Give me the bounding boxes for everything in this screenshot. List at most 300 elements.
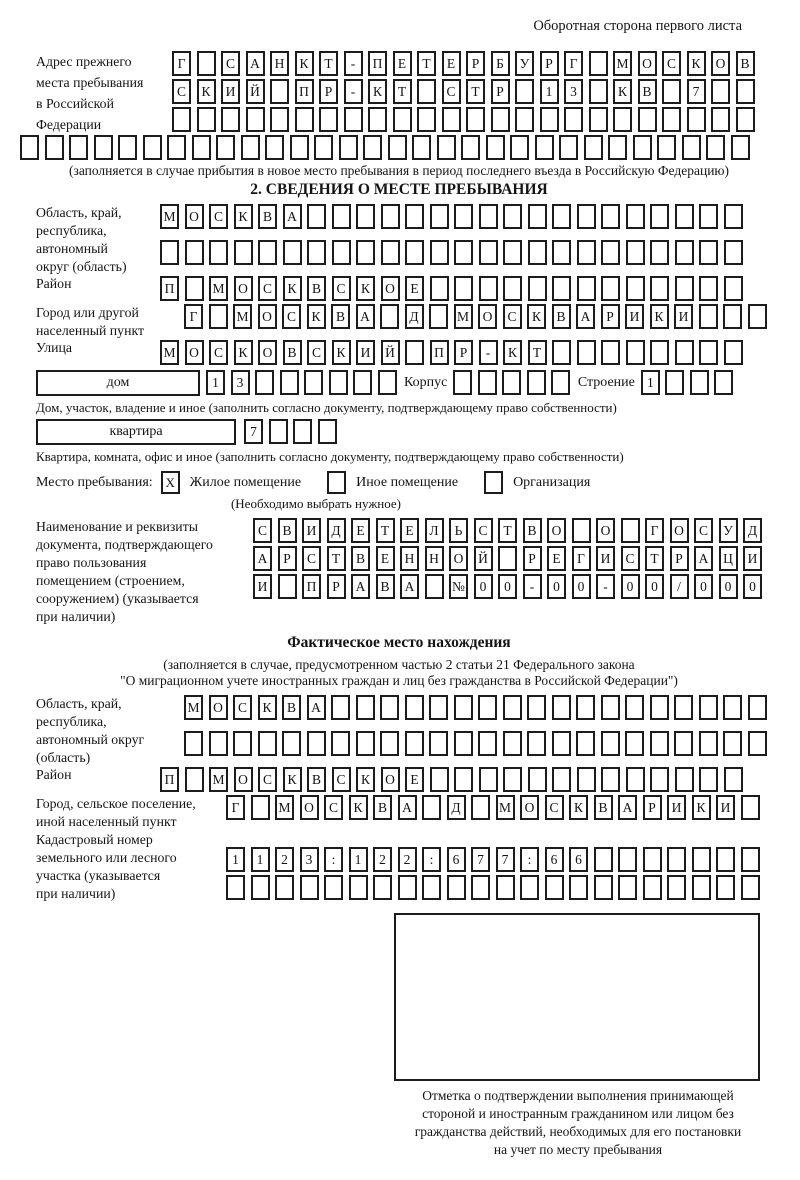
char-cell[interactable]: В	[552, 304, 571, 329]
char-cell[interactable]	[706, 135, 725, 160]
char-cell[interactable]: Р	[540, 51, 559, 76]
char-cell[interactable]: /	[670, 574, 689, 599]
char-cell[interactable]: Б	[491, 51, 510, 76]
char-cell[interactable]: 0	[498, 574, 517, 599]
char-cell[interactable]	[535, 135, 554, 160]
char-cell[interactable]: 0	[547, 574, 566, 599]
char-cell[interactable]	[246, 107, 265, 132]
char-cell[interactable]	[381, 204, 400, 229]
char-cell[interactable]: И	[221, 79, 240, 104]
char-cell[interactable]	[528, 204, 547, 229]
char-cell[interactable]: 2	[373, 847, 392, 872]
char-cell[interactable]: А	[400, 574, 419, 599]
char-cell[interactable]	[699, 304, 718, 329]
char-cell[interactable]: С	[221, 51, 240, 76]
char-cell[interactable]	[650, 695, 669, 720]
char-cell[interactable]	[378, 370, 397, 395]
char-cell[interactable]: С	[258, 767, 277, 792]
char-cell[interactable]: С	[172, 79, 191, 104]
char-cell[interactable]	[584, 135, 603, 160]
char-cell[interactable]: 2	[398, 847, 417, 872]
char-cell[interactable]	[577, 340, 596, 365]
char-cell[interactable]	[405, 340, 424, 365]
char-cell[interactable]: 1	[251, 847, 270, 872]
char-cell[interactable]	[461, 135, 480, 160]
char-cell[interactable]: 7	[471, 847, 490, 872]
char-cell[interactable]	[527, 370, 546, 395]
char-cell[interactable]	[502, 370, 521, 395]
char-cell[interactable]: М	[496, 795, 515, 820]
char-cell[interactable]	[503, 767, 522, 792]
char-cell[interactable]	[576, 731, 595, 756]
char-cell[interactable]	[429, 304, 448, 329]
char-cell[interactable]	[356, 240, 375, 265]
char-cell[interactable]: 0	[621, 574, 640, 599]
char-cell[interactable]	[625, 695, 644, 720]
char-cell[interactable]	[716, 847, 735, 872]
char-cell[interactable]: Р	[454, 340, 473, 365]
char-cell[interactable]	[692, 875, 711, 900]
char-cell[interactable]	[496, 875, 515, 900]
char-cell[interactable]	[295, 107, 314, 132]
char-cell[interactable]	[209, 731, 228, 756]
char-cell[interactable]: В	[351, 546, 370, 571]
char-cell[interactable]: Р	[278, 546, 297, 571]
char-cell[interactable]: М	[160, 340, 179, 365]
char-cell[interactable]: 7	[496, 847, 515, 872]
char-cell[interactable]	[69, 135, 88, 160]
char-cell[interactable]: 6	[569, 847, 588, 872]
char-cell[interactable]	[356, 204, 375, 229]
char-cell[interactable]	[515, 79, 534, 104]
char-cell[interactable]	[304, 370, 323, 395]
char-cell[interactable]	[503, 695, 522, 720]
char-cell[interactable]	[650, 340, 669, 365]
char-cell[interactable]: 6	[447, 847, 466, 872]
char-cell[interactable]	[471, 795, 490, 820]
char-cell[interactable]: К	[356, 276, 375, 301]
char-cell[interactable]: И	[302, 518, 321, 543]
char-cell[interactable]	[741, 875, 760, 900]
char-cell[interactable]: С	[332, 767, 351, 792]
char-cell[interactable]: М	[209, 276, 228, 301]
char-cell[interactable]: И	[625, 304, 644, 329]
char-cell[interactable]	[699, 240, 718, 265]
char-cell[interactable]	[552, 767, 571, 792]
char-cell[interactable]	[251, 795, 270, 820]
char-cell[interactable]: Р	[491, 79, 510, 104]
char-cell[interactable]	[552, 240, 571, 265]
char-cell[interactable]	[478, 695, 497, 720]
char-cell[interactable]: К	[258, 695, 277, 720]
char-cell[interactable]	[422, 795, 441, 820]
checkbox-other-premises[interactable]	[327, 471, 346, 494]
char-cell[interactable]	[429, 695, 448, 720]
char-cell[interactable]	[454, 731, 473, 756]
char-cell[interactable]: П	[160, 767, 179, 792]
char-cell[interactable]: -	[344, 79, 363, 104]
char-cell[interactable]	[216, 135, 235, 160]
char-cell[interactable]: 1	[540, 79, 559, 104]
char-cell[interactable]: В	[331, 304, 350, 329]
char-cell[interactable]: С	[282, 304, 301, 329]
char-cell[interactable]: 2	[275, 847, 294, 872]
char-cell[interactable]	[20, 135, 39, 160]
char-cell[interactable]	[479, 767, 498, 792]
char-cell[interactable]: Г	[564, 51, 583, 76]
char-cell[interactable]: О	[234, 276, 253, 301]
char-cell[interactable]: П	[295, 79, 314, 104]
char-cell[interactable]: П	[368, 51, 387, 76]
char-cell[interactable]: В	[278, 518, 297, 543]
char-cell[interactable]: В	[736, 51, 755, 76]
char-cell[interactable]	[564, 107, 583, 132]
char-cell[interactable]	[724, 240, 743, 265]
char-cell[interactable]	[282, 731, 301, 756]
char-cell[interactable]	[674, 731, 693, 756]
char-cell[interactable]	[626, 204, 645, 229]
char-cell[interactable]: К	[650, 304, 669, 329]
char-cell[interactable]	[626, 340, 645, 365]
char-cell[interactable]	[621, 518, 640, 543]
char-cell[interactable]	[447, 875, 466, 900]
char-cell[interactable]	[160, 240, 179, 265]
char-cell[interactable]	[388, 135, 407, 160]
char-cell[interactable]: К	[356, 767, 375, 792]
char-cell[interactable]	[657, 135, 676, 160]
char-cell[interactable]: К	[503, 340, 522, 365]
char-cell[interactable]: Т	[417, 51, 436, 76]
char-cell[interactable]	[332, 204, 351, 229]
char-cell[interactable]	[724, 276, 743, 301]
char-cell[interactable]	[412, 135, 431, 160]
char-cell[interactable]: М	[184, 695, 203, 720]
char-cell[interactable]	[437, 135, 456, 160]
char-cell[interactable]: Р	[670, 546, 689, 571]
char-cell[interactable]	[552, 204, 571, 229]
char-cell[interactable]: 1	[226, 847, 245, 872]
char-cell[interactable]	[662, 107, 681, 132]
char-cell[interactable]	[540, 107, 559, 132]
char-cell[interactable]	[503, 204, 522, 229]
char-cell[interactable]: Е	[393, 51, 412, 76]
char-cell[interactable]	[318, 419, 337, 444]
char-cell[interactable]	[300, 875, 319, 900]
char-cell[interactable]	[430, 240, 449, 265]
char-cell[interactable]: А	[351, 574, 370, 599]
char-cell[interactable]	[572, 518, 591, 543]
char-cell[interactable]	[723, 731, 742, 756]
char-cell[interactable]: И	[674, 304, 693, 329]
char-cell[interactable]: 7	[687, 79, 706, 104]
char-cell[interactable]	[265, 135, 284, 160]
char-cell[interactable]: А	[307, 695, 326, 720]
char-cell[interactable]	[643, 847, 662, 872]
char-cell[interactable]	[528, 276, 547, 301]
char-cell[interactable]	[185, 276, 204, 301]
char-cell[interactable]	[356, 731, 375, 756]
char-cell[interactable]: 0	[572, 574, 591, 599]
char-cell[interactable]	[373, 875, 392, 900]
char-cell[interactable]	[344, 107, 363, 132]
char-cell[interactable]	[577, 276, 596, 301]
char-cell[interactable]: Л	[425, 518, 444, 543]
char-cell[interactable]: О	[596, 518, 615, 543]
char-cell[interactable]	[723, 695, 742, 720]
char-cell[interactable]: А	[576, 304, 595, 329]
char-cell[interactable]	[662, 79, 681, 104]
char-cell[interactable]: К	[295, 51, 314, 76]
char-cell[interactable]	[234, 240, 253, 265]
char-cell[interactable]: Е	[400, 518, 419, 543]
char-cell[interactable]	[638, 107, 657, 132]
char-cell[interactable]: А	[246, 51, 265, 76]
char-cell[interactable]	[405, 204, 424, 229]
char-cell[interactable]: 0	[694, 574, 713, 599]
char-cell[interactable]: Ь	[449, 518, 468, 543]
char-cell[interactable]: П	[430, 340, 449, 365]
char-cell[interactable]	[724, 340, 743, 365]
char-cell[interactable]	[741, 795, 760, 820]
char-cell[interactable]: М	[275, 795, 294, 820]
char-cell[interactable]	[527, 731, 546, 756]
char-cell[interactable]	[608, 135, 627, 160]
char-cell[interactable]	[172, 107, 191, 132]
char-cell[interactable]	[748, 304, 767, 329]
char-cell[interactable]: И	[716, 795, 735, 820]
char-cell[interactable]	[650, 276, 669, 301]
char-cell[interactable]: С	[662, 51, 681, 76]
char-cell[interactable]: :	[422, 847, 441, 872]
char-cell[interactable]	[650, 240, 669, 265]
char-cell[interactable]: Й	[246, 79, 265, 104]
char-cell[interactable]	[94, 135, 113, 160]
char-cell[interactable]: А	[356, 304, 375, 329]
char-cell[interactable]: О	[478, 304, 497, 329]
char-cell[interactable]	[601, 276, 620, 301]
char-cell[interactable]: К	[307, 304, 326, 329]
char-cell[interactable]: В	[638, 79, 657, 104]
char-cell[interactable]	[736, 79, 755, 104]
char-cell[interactable]	[650, 731, 669, 756]
char-cell[interactable]: 3	[564, 79, 583, 104]
char-cell[interactable]	[589, 107, 608, 132]
char-cell[interactable]	[699, 695, 718, 720]
char-cell[interactable]	[184, 731, 203, 756]
char-cell[interactable]	[319, 107, 338, 132]
char-cell[interactable]	[699, 204, 718, 229]
char-cell[interactable]	[577, 767, 596, 792]
char-cell[interactable]: У	[719, 518, 738, 543]
char-cell[interactable]: Д	[405, 304, 424, 329]
char-cell[interactable]: М	[454, 304, 473, 329]
char-cell[interactable]	[478, 370, 497, 395]
char-cell[interactable]: С	[442, 79, 461, 104]
char-cell[interactable]	[528, 767, 547, 792]
char-cell[interactable]	[258, 731, 277, 756]
char-cell[interactable]	[633, 135, 652, 160]
char-cell[interactable]: Е	[405, 767, 424, 792]
char-cell[interactable]: Н	[400, 546, 419, 571]
char-cell[interactable]: М	[233, 304, 252, 329]
char-cell[interactable]: К	[332, 340, 351, 365]
char-cell[interactable]: Г	[184, 304, 203, 329]
char-cell[interactable]	[269, 419, 288, 444]
char-cell[interactable]	[221, 107, 240, 132]
char-cell[interactable]	[748, 731, 767, 756]
char-cell[interactable]	[332, 240, 351, 265]
char-cell[interactable]: В	[307, 767, 326, 792]
char-cell[interactable]	[503, 240, 522, 265]
char-cell[interactable]	[601, 695, 620, 720]
char-cell[interactable]: О	[209, 695, 228, 720]
char-cell[interactable]: Т	[645, 546, 664, 571]
char-cell[interactable]	[559, 135, 578, 160]
char-cell[interactable]	[675, 204, 694, 229]
char-cell[interactable]: С	[307, 340, 326, 365]
char-cell[interactable]: О	[670, 518, 689, 543]
char-cell[interactable]: 0	[474, 574, 493, 599]
char-cell[interactable]: Р	[319, 79, 338, 104]
char-cell[interactable]: У	[515, 51, 534, 76]
char-cell[interactable]	[329, 370, 348, 395]
char-cell[interactable]	[618, 847, 637, 872]
char-cell[interactable]	[551, 370, 570, 395]
char-cell[interactable]: К	[687, 51, 706, 76]
char-cell[interactable]: :	[520, 847, 539, 872]
char-cell[interactable]: В	[283, 340, 302, 365]
char-cell[interactable]	[667, 847, 686, 872]
char-cell[interactable]	[601, 767, 620, 792]
char-cell[interactable]	[197, 51, 216, 76]
char-cell[interactable]: Д	[447, 795, 466, 820]
char-cell[interactable]: И	[253, 574, 272, 599]
char-cell[interactable]: Е	[442, 51, 461, 76]
char-cell[interactable]	[380, 695, 399, 720]
char-cell[interactable]: С	[545, 795, 564, 820]
char-cell[interactable]	[270, 79, 289, 104]
char-cell[interactable]: А	[618, 795, 637, 820]
char-cell[interactable]	[716, 875, 735, 900]
char-cell[interactable]	[209, 304, 228, 329]
char-cell[interactable]: С	[302, 546, 321, 571]
char-cell[interactable]	[258, 240, 277, 265]
char-cell[interactable]	[307, 204, 326, 229]
char-cell[interactable]: О	[638, 51, 657, 76]
char-cell[interactable]: К	[234, 340, 253, 365]
char-cell[interactable]	[626, 767, 645, 792]
char-cell[interactable]	[430, 276, 449, 301]
char-cell[interactable]	[280, 370, 299, 395]
char-cell[interactable]	[520, 875, 539, 900]
char-cell[interactable]: О	[258, 340, 277, 365]
char-cell[interactable]	[290, 135, 309, 160]
char-cell[interactable]: Д	[327, 518, 346, 543]
char-cell[interactable]: 0	[743, 574, 762, 599]
char-cell[interactable]: В	[523, 518, 542, 543]
char-cell[interactable]: А	[253, 546, 272, 571]
char-cell[interactable]	[515, 107, 534, 132]
char-cell[interactable]	[45, 135, 64, 160]
char-cell[interactable]: Г	[645, 518, 664, 543]
char-cell[interactable]: -	[523, 574, 542, 599]
char-cell[interactable]	[405, 240, 424, 265]
char-cell[interactable]	[251, 875, 270, 900]
char-cell[interactable]	[349, 875, 368, 900]
char-cell[interactable]: К	[349, 795, 368, 820]
char-cell[interactable]: С	[258, 276, 277, 301]
char-cell[interactable]	[577, 204, 596, 229]
char-cell[interactable]: О	[381, 276, 400, 301]
char-cell[interactable]	[692, 847, 711, 872]
char-cell[interactable]: О	[234, 767, 253, 792]
char-cell[interactable]	[594, 875, 613, 900]
char-cell[interactable]	[471, 875, 490, 900]
char-cell[interactable]	[699, 276, 718, 301]
char-cell[interactable]	[270, 107, 289, 132]
char-cell[interactable]	[283, 240, 302, 265]
char-cell[interactable]	[307, 731, 326, 756]
char-cell[interactable]	[528, 240, 547, 265]
char-cell[interactable]: Т	[319, 51, 338, 76]
char-cell[interactable]: О	[185, 340, 204, 365]
char-cell[interactable]	[417, 107, 436, 132]
char-cell[interactable]	[430, 767, 449, 792]
char-cell[interactable]: М	[160, 204, 179, 229]
char-cell[interactable]	[601, 340, 620, 365]
char-cell[interactable]: О	[547, 518, 566, 543]
char-cell[interactable]: К	[234, 204, 253, 229]
char-cell[interactable]	[601, 204, 620, 229]
char-cell[interactable]	[417, 79, 436, 104]
char-cell[interactable]	[454, 276, 473, 301]
char-cell[interactable]	[682, 135, 701, 160]
char-cell[interactable]	[185, 767, 204, 792]
char-cell[interactable]: Т	[466, 79, 485, 104]
char-cell[interactable]: С	[332, 276, 351, 301]
char-cell[interactable]: Р	[523, 546, 542, 571]
char-cell[interactable]	[675, 240, 694, 265]
char-cell[interactable]: -	[596, 574, 615, 599]
checkbox-residential[interactable]: X	[161, 471, 180, 494]
char-cell[interactable]: О	[381, 767, 400, 792]
char-cell[interactable]	[650, 204, 669, 229]
char-cell[interactable]	[339, 135, 358, 160]
char-cell[interactable]: С	[209, 204, 228, 229]
char-cell[interactable]	[356, 695, 375, 720]
char-cell[interactable]	[478, 731, 497, 756]
char-cell[interactable]	[699, 767, 718, 792]
char-cell[interactable]	[724, 767, 743, 792]
char-cell[interactable]	[552, 276, 571, 301]
char-cell[interactable]: -	[344, 51, 363, 76]
char-cell[interactable]	[491, 107, 510, 132]
char-cell[interactable]	[625, 731, 644, 756]
char-cell[interactable]	[503, 276, 522, 301]
char-cell[interactable]: А	[694, 546, 713, 571]
char-cell[interactable]	[613, 107, 632, 132]
char-cell[interactable]	[665, 370, 684, 395]
char-cell[interactable]: 6	[545, 847, 564, 872]
char-cell[interactable]	[278, 574, 297, 599]
char-cell[interactable]: П	[160, 276, 179, 301]
char-cell[interactable]	[675, 340, 694, 365]
char-cell[interactable]: И	[356, 340, 375, 365]
char-cell[interactable]	[552, 340, 571, 365]
char-cell[interactable]: Е	[351, 518, 370, 543]
char-cell[interactable]: О	[520, 795, 539, 820]
char-cell[interactable]	[275, 875, 294, 900]
